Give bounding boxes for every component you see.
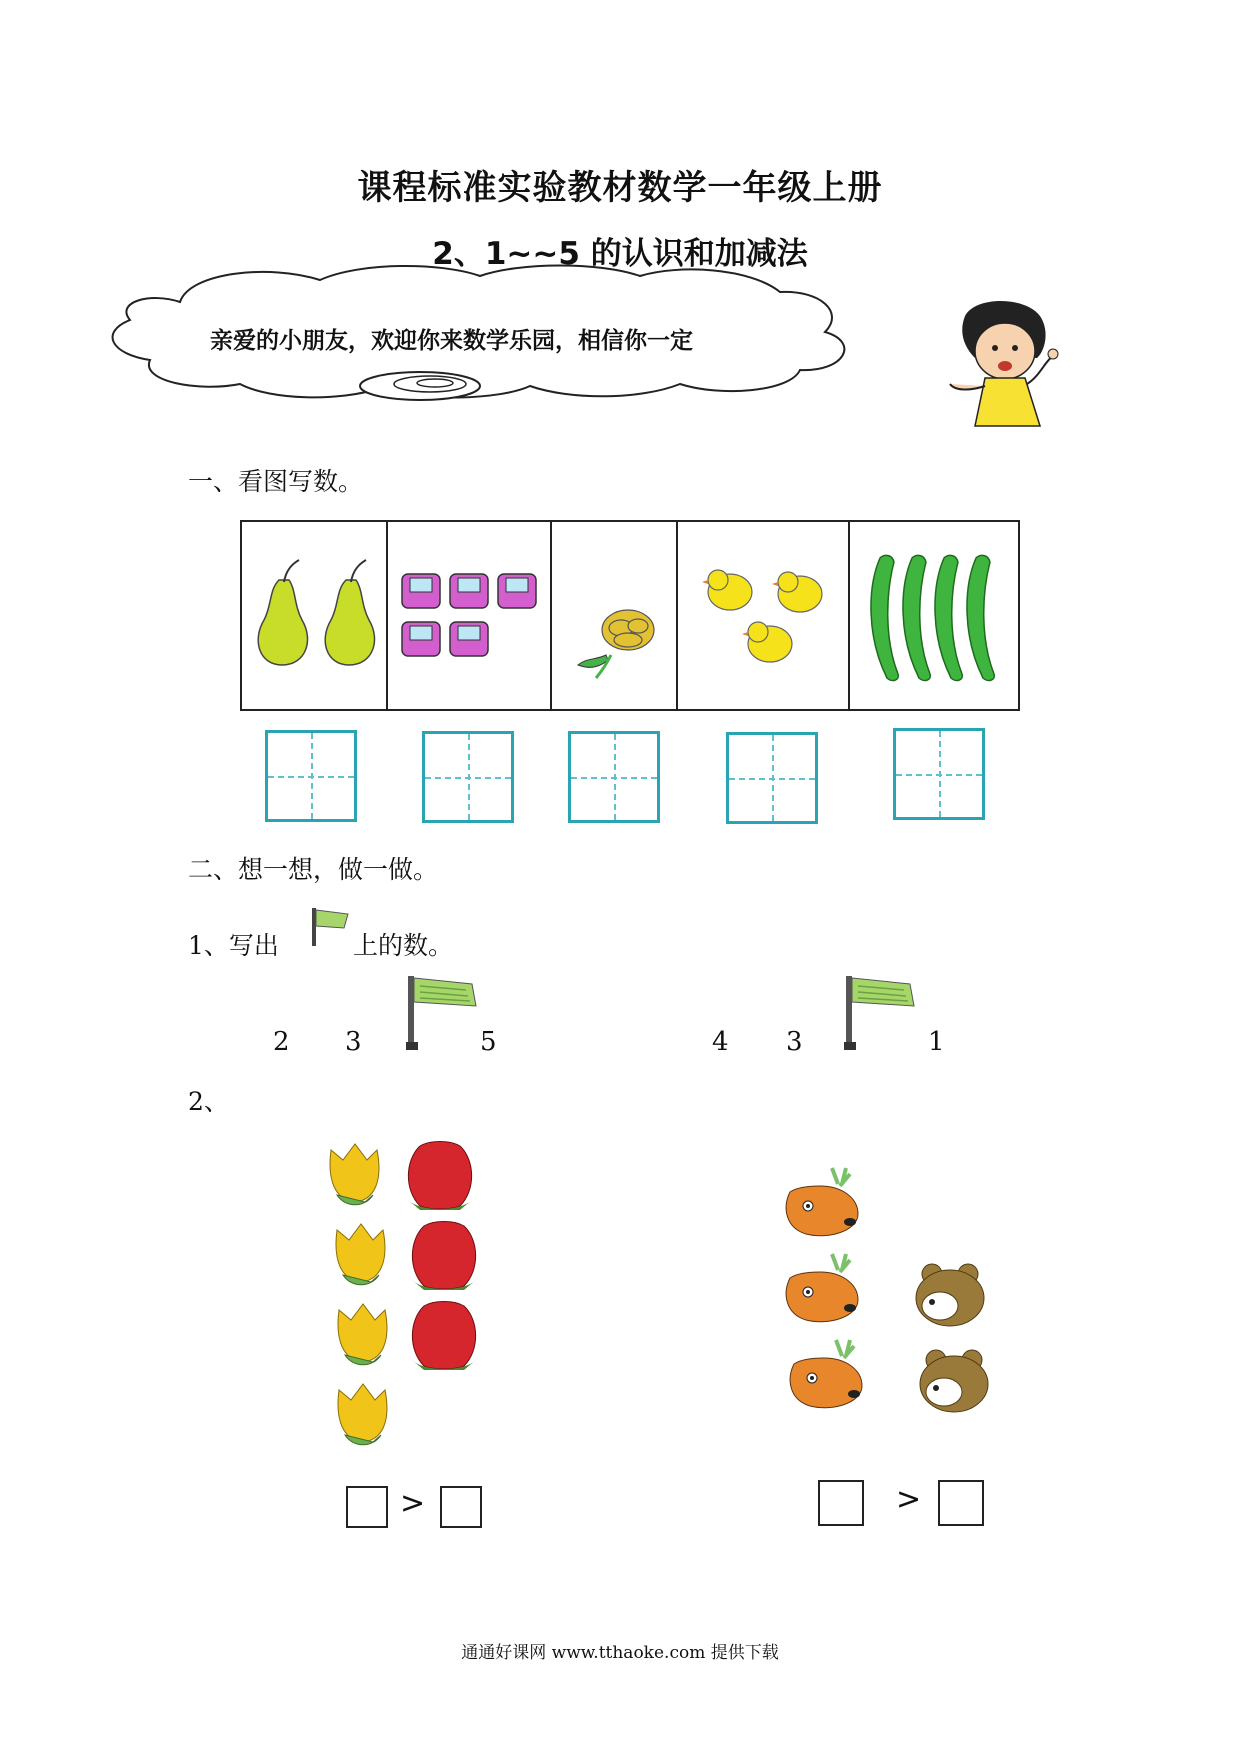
boy-illustration xyxy=(945,296,1065,431)
page-subtitle: 2、1~~5 的认识和加减法 xyxy=(432,236,808,272)
answer-grid-4[interactable] xyxy=(726,732,818,824)
left-seq-1: 2 xyxy=(273,1027,290,1057)
right-seq-1: 4 xyxy=(712,1027,729,1057)
compare-box-left-2[interactable] xyxy=(440,1486,482,1528)
answer-grid-5[interactable] xyxy=(893,728,985,820)
section2-heading: 二、想一想，做一做。 xyxy=(188,855,439,884)
compare-box-right-2[interactable] xyxy=(938,1480,984,1526)
pear-icon xyxy=(244,560,384,670)
footer-text: 通通好课网 www.tthaoke.com 提供下载 xyxy=(461,1643,779,1663)
right-seq-3: 1 xyxy=(928,1027,945,1057)
answer-grid-2[interactable] xyxy=(422,731,514,823)
pencil-sharpener-icon xyxy=(398,568,548,668)
flag-icon xyxy=(308,906,352,948)
left-seq-3: 5 xyxy=(480,1027,497,1057)
chick-icon xyxy=(700,562,840,677)
compare-sign-left: > xyxy=(400,1486,426,1521)
compare-sign-right: > xyxy=(896,1482,922,1517)
left-seq-2: 3 xyxy=(345,1027,362,1057)
chrysanthemum-icon xyxy=(566,600,666,680)
tulip-icon xyxy=(325,1140,395,1450)
rose-icon xyxy=(400,1140,480,1375)
q1-label-after: 上的数。 xyxy=(353,931,454,960)
pea-pod-icon xyxy=(862,548,1012,688)
flag-icon[interactable] xyxy=(400,972,482,1052)
section1-heading: 一、看图写数。 xyxy=(188,467,364,496)
cloud-text: 亲爱的小朋友，欢迎你来数学乐园，相信你一定 xyxy=(210,328,693,354)
answer-grid-1[interactable] xyxy=(265,730,357,822)
q1-label-before: 1、写出 xyxy=(188,931,279,960)
flag-icon[interactable] xyxy=(838,972,920,1052)
right-seq-2: 3 xyxy=(786,1027,803,1057)
compare-box-left-1[interactable] xyxy=(346,1486,388,1528)
bear-icon xyxy=(910,1260,990,1430)
page-title: 课程标准实验教材数学一年级上册 xyxy=(357,168,883,208)
compare-box-right-1[interactable] xyxy=(818,1480,864,1526)
q2-label: 2、 xyxy=(188,1087,229,1116)
answer-grid-3[interactable] xyxy=(568,731,660,823)
deer-icon xyxy=(780,1168,870,1428)
